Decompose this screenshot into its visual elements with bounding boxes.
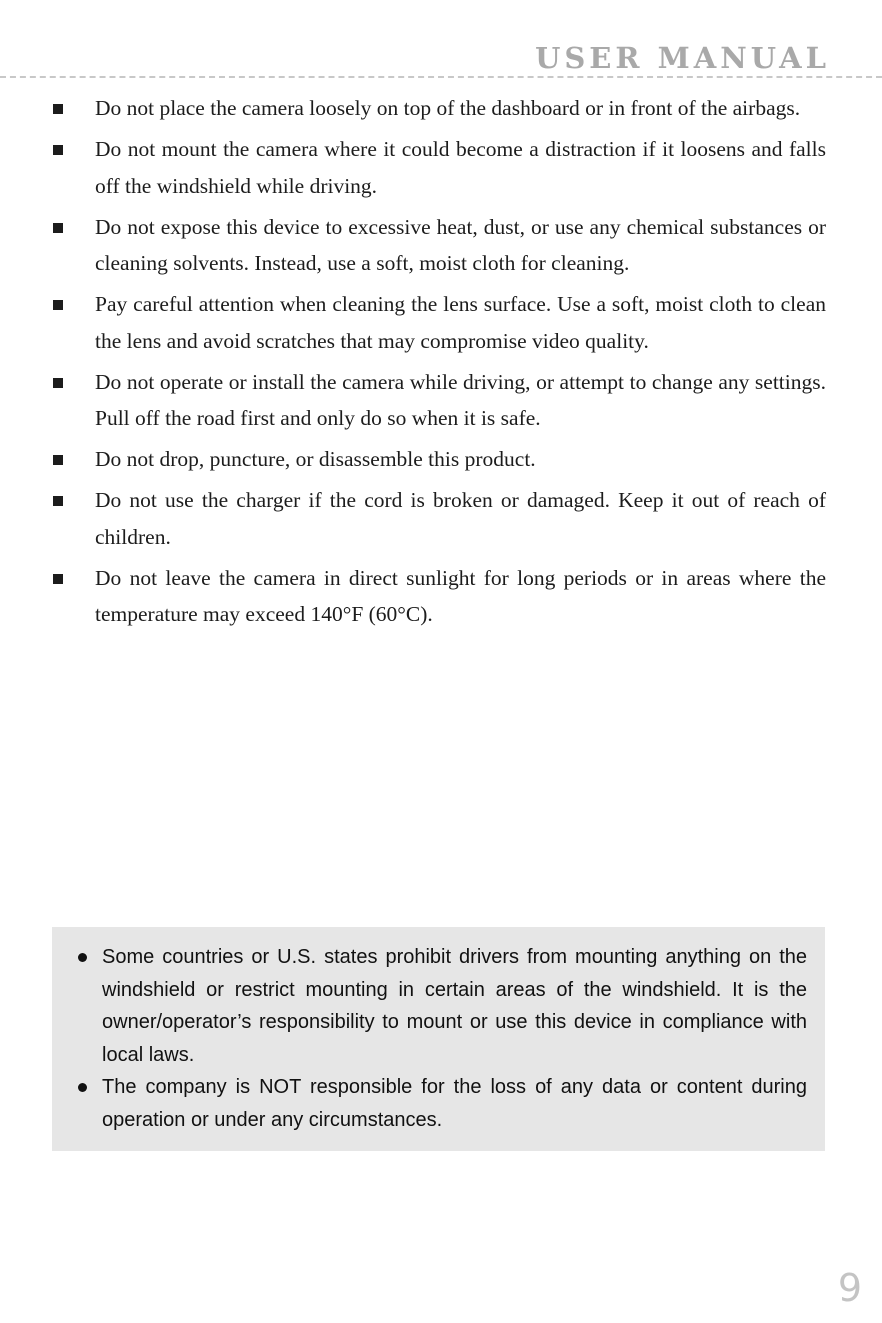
warning-text: Do not drop, puncture, or disassemble this product.	[95, 447, 536, 471]
header-divider	[0, 76, 882, 78]
warning-text: Do not leave the camera in direct sunlight for long periods or in areas where the temperature may exceed 140°F (60°C).	[95, 565, 826, 626]
warning-list	[52, 90, 826, 637]
notice-text: Some countries or U.S. states prohibit drivers from mounting anything on the windshield or restrict mounting in certain areas of the windshield. It is the owner/operator’s responsibility to mount or use this device in compliance with local laws.	[102, 946, 807, 1066]
page-header-title: USER MANUAL	[535, 41, 830, 75]
square-bullet-icon	[53, 104, 63, 114]
warning-text: Do not mount the camera where it could become a distraction if it loosens and falls off the windshield while driving.	[95, 137, 826, 198]
page-number: 9	[837, 1266, 862, 1310]
notice-list	[78, 941, 807, 1136]
warning-text: Do not operate or install the camera while driving, or attempt to change any settings. Pull off the road first and only do so when it is safe.	[95, 369, 826, 430]
notice-item	[78, 1071, 807, 1136]
warning-item	[52, 90, 826, 127]
warning-text: Do not expose this device to excessive heat, dust, or use any chemical substances or cleaning solvents. Instead, use a soft, moist cloth for cleaning.	[95, 214, 826, 275]
square-bullet-icon	[53, 145, 63, 155]
warning-text: Do not use the charger if the cord is broken or damaged. Keep it out of reach of children.	[95, 488, 826, 549]
notice-text: The company is NOT responsible for the loss of any data or content during operation or under any circumstances.	[102, 1076, 807, 1131]
warning-item	[52, 364, 826, 437]
warning-item	[52, 482, 826, 555]
warning-item	[52, 560, 826, 633]
round-bullet-icon	[78, 1083, 87, 1092]
warning-text: Do not place the camera loosely on top of the dashboard or in front of the airbags.	[95, 96, 801, 120]
notice-box	[52, 927, 825, 1151]
warning-item	[52, 209, 826, 282]
warning-item	[52, 131, 826, 204]
square-bullet-icon	[53, 496, 63, 506]
warning-item	[52, 286, 826, 359]
square-bullet-icon	[53, 455, 63, 465]
square-bullet-icon	[53, 223, 63, 233]
notice-item	[78, 941, 807, 1071]
square-bullet-icon	[53, 574, 63, 584]
square-bullet-icon	[53, 378, 63, 388]
round-bullet-icon	[78, 953, 87, 962]
square-bullet-icon	[53, 300, 63, 310]
warning-item	[52, 441, 826, 478]
warning-text: Pay careful attention when cleaning the lens surface. Use a soft, moist cloth to clean the lens and avoid scratches that may compromise video quality.	[95, 292, 826, 353]
